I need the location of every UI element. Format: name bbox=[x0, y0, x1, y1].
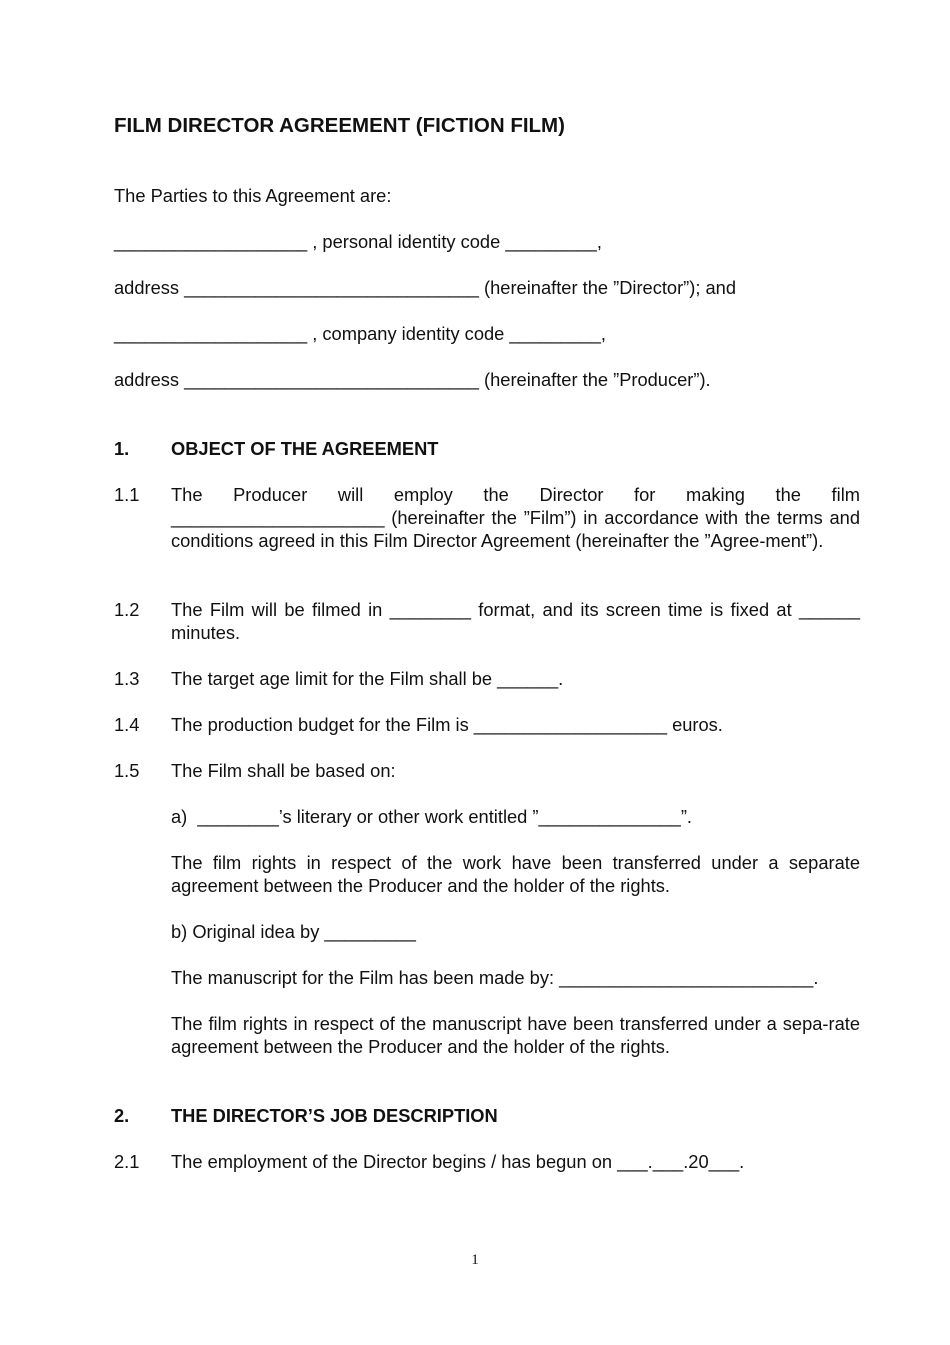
section-title: THE DIRECTOR’S JOB DESCRIPTION bbox=[171, 1105, 498, 1126]
director-address-line: address _____________________________ (hereinafter the ”Director”); and bbox=[114, 277, 737, 298]
page-number: 1 bbox=[471, 1252, 479, 1268]
clause-1-1-continuation: _____________________ (hereinafter the ”Film”) in accordance with the terms and conditions agreed in this Film Director Agreement (hereinafter the ”Agree-ment”). bbox=[171, 507, 860, 551]
clause-number: 1.2 bbox=[114, 599, 140, 620]
producer-name-line: ___________________ , company identity code _________, bbox=[114, 323, 606, 344]
clause-1-1-first-line: The Producer will employ the Director for making the film bbox=[171, 484, 860, 505]
section-title: OBJECT OF THE AGREEMENT bbox=[171, 438, 439, 459]
document-title: FILM DIRECTOR AGREEMENT (FICTION FILM) bbox=[114, 114, 565, 137]
manuscript-rights-text: The film rights in respect of the manuscript have been transferred under a sepa-rate agreement between the Producer and the holder of the rights. bbox=[171, 1013, 860, 1057]
parties-intro: The Parties to this Agreement are: bbox=[114, 185, 392, 206]
producer-address-line: address _____________________________ (hereinafter the ”Producer”). bbox=[114, 369, 711, 390]
clause-number: 1.4 bbox=[114, 714, 140, 735]
sub-clause-a-rights: The film rights in respect of the work have been transferred under a separate agreement between the Producer and the holder of the rights. bbox=[171, 852, 860, 896]
director-name-line: ___________________ , personal identity code _________, bbox=[114, 231, 602, 252]
clause-number: 1.3 bbox=[114, 668, 140, 689]
manuscript-author-line: The manuscript for the Film has been made by: _________________________. bbox=[171, 967, 819, 988]
clause-1-3-text: The target age limit for the Film shall be ______. bbox=[171, 668, 564, 689]
section-2-heading bbox=[114, 1104, 498, 1127]
clause-1-5-text: The Film shall be based on: bbox=[171, 760, 396, 781]
clause-1-2-text: The Film will be filmed in ________ format, and its screen time is fixed at ______ minutes. bbox=[171, 599, 860, 643]
section-1-heading bbox=[114, 437, 438, 460]
sub-clause-a: a) ________’s literary or other work entitled ”______________”. bbox=[171, 806, 693, 827]
section-number: 1. bbox=[114, 438, 130, 459]
clause-number: 2.1 bbox=[114, 1151, 140, 1172]
clause-number: 1.1 bbox=[114, 484, 140, 505]
clause-1-4-text: The production budget for the Film is ___________________ euros. bbox=[171, 714, 723, 735]
sub-clause-b: b) Original idea by _________ bbox=[171, 921, 416, 942]
clause-number: 1.5 bbox=[114, 760, 140, 781]
clause-2-1-text: The employment of the Director begins / has begun on ___.___.20___. bbox=[171, 1151, 745, 1172]
section-number: 2. bbox=[114, 1105, 130, 1126]
